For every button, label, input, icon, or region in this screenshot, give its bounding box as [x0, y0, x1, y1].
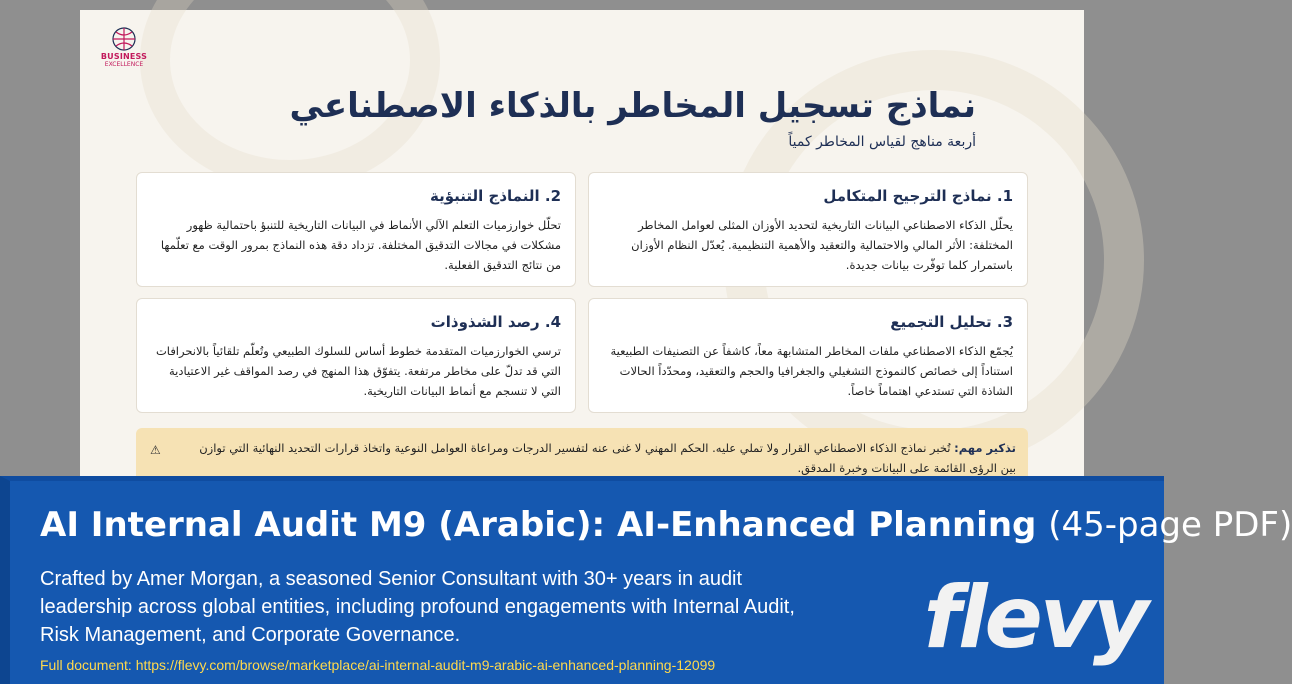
card-heading: 4. رصد الشذوذات [430, 313, 561, 331]
card-predictive-models [136, 172, 576, 287]
full-document-link[interactable]: Full document: https://flevy.com/browse/marketplace/ai-internal-audit-m9-arabic-ai-enhanced-planning-12099 [40, 657, 716, 673]
logo-text-line2: EXCELLENCE [104, 61, 144, 68]
document-slide [80, 10, 1084, 480]
document-promo-banner [0, 476, 1292, 684]
card-body: يحلّل الذكاء الاصطناعي البيانات التاريخية لتحديد الأوزان المثلى لعوامل المخاطر المختلفة: الأثر المالي والاحتمالية والتعقيد والأهمية التنظيمية. يُعدّل النظام الأوزان باستمرار كلما توفّرت بيانات جديدة. [631, 218, 1013, 272]
card-heading: 2. النماذج التنبؤية [430, 187, 561, 205]
note-text: تُخبر نماذج الذكاء الاصطناعي القرار ولا تملي عليه. الحكم المهني لا غنى عنه لتفسير الدرجات ومراعاة العوامل النوعية واتخاذ قرارات التحديد النهائية التي توازن بين الرؤى القائمة على البيانات وخبرة المدقق. [199, 441, 1016, 475]
card-heading: 3. تحليل التجميع [890, 313, 1013, 331]
banner-title-main: AI Internal Audit M9 (Arabic): AI-Enhanced Planning [40, 505, 1037, 545]
card-cluster-analysis [588, 298, 1028, 413]
note-label: تذكير مهم: [954, 441, 1016, 455]
banner-title [40, 505, 1292, 545]
card-heading: 1. نماذج الترجيح المتكامل [823, 187, 1013, 205]
globe-logo-icon [110, 26, 138, 52]
flevy-logo[interactable]: flevy [923, 568, 1146, 668]
warning-icon: ⚠ [150, 443, 161, 457]
card-integrated-weighting [588, 172, 1028, 287]
slide-subtitle: أربعة مناهج لقياس المخاطر كمياً [788, 134, 976, 150]
card-body: تحلّل خوارزميات التعلم الآلي الأنماط في البيانات التاريخية للتنبؤ باحتمالية ظهور مشكلات في مجالات التدقيق المختلفة. تزداد دقة هذه النماذج بمرور الوقت مع تعلّمها من نتائج التدقيق الفعلية. [160, 218, 561, 272]
business-excellence-logo [94, 26, 154, 68]
banner-title-suffix: (45-page PDF) [1048, 505, 1292, 545]
slide-title: نماذج تسجيل المخاطر بالذكاء الاصطناعي [289, 86, 976, 126]
banner-description: Crafted by Amer Morgan, a seasoned Senior Consultant with 30+ years in audit leadership across global entities, including profound engagements with Internal Audit, Risk Management, and Corporate Governance. [40, 568, 795, 646]
card-body: يُجمّع الذكاء الاصطناعي ملفات المخاطر المتشابهة معاً، كاشفاً عن التصنيفات الطبيعية استناداً إلى خصائص كالنموذج التشغيلي والجغرافيا والحجم والتعقيد، ومحدّداً الحالات الشاذة التي تستدعي اهتماماً خاصاً. [610, 344, 1013, 398]
card-anomaly-detection [136, 298, 576, 413]
logo-text-line1: BUSINESS [100, 52, 148, 61]
card-body: ترسي الخوارزميات المتقدمة خطوط أساس للسلوك الطبيعي وتُعلّم تلقائياً بالانحرافات التي قد تدلّ على مخاطر مرتفعة. يتفوّق هذا المنهج في رصد المواقف غير الاعتيادية التي لا تنسجم مع أنماط البيانات التاريخية. [155, 344, 561, 398]
